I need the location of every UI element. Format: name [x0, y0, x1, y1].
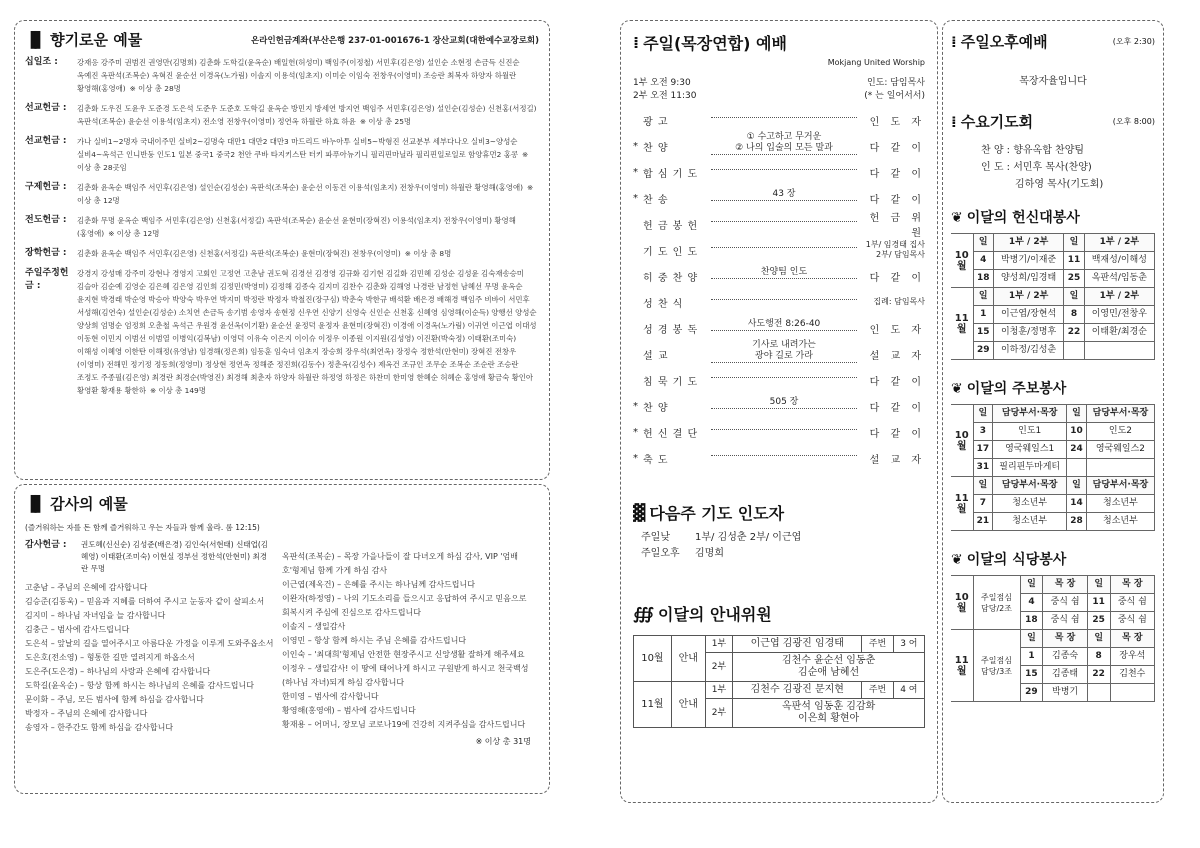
thanks-item: 김승준(김동욱) – 믿음과 지혜를 더하여 주시고 눈동자 같이 살피소서	[25, 597, 265, 606]
order-leader: 집례: 담임목사	[873, 297, 925, 306]
order-name: 광 고	[643, 116, 669, 128]
order-leader: 인 도 자	[869, 116, 925, 128]
name-cell: 박병기	[1043, 684, 1087, 702]
order-leader: 설 교 자	[869, 454, 925, 466]
order-detail	[711, 221, 857, 222]
order-detail	[711, 247, 857, 248]
header-cell: 일	[1064, 234, 1084, 252]
bulletin-title: ❦ 이달의 주보봉사	[951, 381, 1067, 397]
category-names	[77, 56, 539, 95]
category-label: 선교헌금 :	[25, 103, 67, 113]
wed-info: 찬 양 : 향유옥합 찬양팀 인 도 : 서민후 목사(찬양) 김하영 목사(기도회)	[981, 145, 1104, 190]
offering-category	[25, 56, 539, 95]
day-cell: 22	[1064, 324, 1084, 342]
header-cell: 목 장	[1110, 576, 1154, 594]
thanks-item: 황재용 – 어머니, 장모님 코로나19에 건강히 지켜주심을 감사드립니다	[282, 720, 526, 729]
pm-title: ⁞ 주일오후예배 (오후 2:30)	[951, 33, 1155, 51]
name-cell: 중식 쉼	[1043, 594, 1087, 612]
name-cell: 이태환/최경순	[1084, 324, 1154, 342]
order-name: 성 찬 식	[643, 298, 684, 310]
leaf-icon: ❦	[951, 552, 961, 568]
worship-order	[633, 107, 925, 471]
count: ※ 이상 총 28명	[129, 84, 181, 93]
category-label: 십일조 :	[25, 57, 58, 67]
thanks-subtitle: (즐거워하는 자를 돈 함께 즐거워하고 우는 자들과 함께 울라. 롬 12:15)	[25, 523, 260, 532]
header-cell: 1부 / 2부	[993, 234, 1063, 252]
month-cell: 11 월	[951, 477, 973, 531]
usher-month: 11월	[634, 682, 672, 728]
order-row	[633, 133, 925, 159]
category-label: 장학헌금 :	[25, 248, 67, 258]
order-row	[633, 341, 925, 367]
name-cell: 박병기/이재준	[993, 252, 1063, 270]
name-cell	[1110, 684, 1154, 702]
day-cell: 14	[1067, 495, 1087, 513]
day-cell: 4	[973, 252, 993, 270]
header-cell: 일	[1064, 288, 1084, 306]
name-cell: 장우석	[1110, 648, 1154, 666]
header-cell: 일	[1020, 630, 1043, 648]
usher-week-n: 3 어	[893, 636, 924, 653]
name-cell	[1086, 459, 1154, 477]
day-cell: 7	[973, 495, 993, 513]
thanks-panel	[14, 484, 550, 794]
order-name: 성 경 봉 독	[643, 324, 699, 336]
thanks-item: 김충근 – 범사에 감사드립니다	[25, 625, 130, 634]
name-cell: 백재성/이해성	[1084, 252, 1154, 270]
name-cell: 이청훈/정명후	[993, 324, 1063, 342]
day-cell: 15	[1020, 666, 1043, 684]
category-label: 구제헌금 :	[25, 182, 67, 192]
kitchen-table	[951, 575, 1155, 702]
header-cell: 일	[973, 234, 993, 252]
pm-text: 목장자율입니다	[1019, 76, 1087, 87]
day-cell: 31	[973, 459, 993, 477]
thanks-item: 이영민 – 항상 함께 하시는 주님 은혜를 감사드립니다	[282, 636, 467, 645]
order-row	[633, 159, 925, 185]
dots-icon: ⁞	[951, 33, 955, 51]
order-name: 축 도	[643, 454, 669, 466]
offering-panel	[14, 20, 550, 480]
thanks-item: 김지미 – 하나님 자녀임을 늘 감사합니다	[25, 611, 166, 620]
order-leader: 설 교 자	[869, 350, 925, 362]
category-names	[77, 102, 539, 128]
grid-icon: ▓	[633, 503, 644, 522]
duty-label: 주일점심 담당/3조	[973, 630, 1020, 702]
category-label: 주일주정헌금 :	[25, 268, 69, 291]
worship-times: 1부 오전 9:30 2부 오전 11:30 인도: 담임목사 (* 는 일어서서)	[633, 78, 925, 101]
category-names	[77, 247, 539, 260]
day-cell: 17	[973, 441, 993, 459]
category-label: 전도헌금 :	[25, 215, 67, 225]
order-detail	[711, 377, 857, 378]
count: ※ 이상 총 12명	[108, 229, 160, 238]
day-cell	[1087, 684, 1110, 702]
name-cell: 김종숙	[1043, 648, 1087, 666]
day-cell: 25	[1064, 270, 1084, 288]
name-cell: 김종태	[1043, 666, 1087, 684]
name-cell: 청소년부	[1086, 495, 1154, 513]
duty-label: 주일점심 담당/2조	[973, 576, 1020, 630]
header-cell: 일	[1067, 477, 1087, 495]
day-cell: 18	[973, 270, 993, 288]
header-cell: 일	[973, 405, 993, 423]
day-cell	[1064, 342, 1084, 360]
bar-icon: ▐▌	[25, 30, 45, 49]
day-cell: 1	[973, 306, 993, 324]
thanks-item: 도은주(도은경) – 하나님의 사랑과 은혜에 감사합니다	[25, 667, 211, 676]
names: 김춘화 윤옥순 백임주 서민후(김은영) 신천홍(서정길) 옥판석(조복순) 윤현미(장혁진) 전창우(이영미)	[77, 249, 401, 258]
thanks-left	[25, 518, 282, 747]
header-cell: 목 장	[1043, 630, 1087, 648]
day-cell: 25	[1087, 612, 1110, 630]
service-panel	[942, 20, 1164, 803]
stand-mark: *	[633, 192, 638, 204]
header-cell: 담당부서·목장	[1086, 477, 1154, 495]
stand-mark: *	[633, 140, 638, 152]
day-cell: 24	[1067, 441, 1087, 459]
thanks-item: 박정자 – 주님의 은혜에 감사합니다	[25, 709, 148, 718]
order-leader: 헌 금 위 원	[869, 213, 925, 239]
order-name: 침 묵 기 도	[643, 376, 699, 388]
usher-week: 주번	[862, 636, 893, 653]
day-cell: 21	[973, 513, 993, 531]
dedication-table	[951, 233, 1155, 360]
worship-english: Mokjang United Worship	[827, 58, 925, 67]
stand-mark: *	[633, 400, 638, 412]
offering-categories	[25, 56, 539, 397]
names: 김춘화 도우진 도윤우 도준경 도은석 도준우 도준호 도학길 윤옥순 방민지 방세연 방지연 백임주 서민후(김은영) 설인순(김성순) 신천홍(서정길) 옥판석(조복순) 윤순선 이용석(임초지) 전소영 전창우(이영미) 정연옥 하월란 하효 하윤	[77, 104, 537, 126]
leaf-icon: ❦	[951, 210, 961, 226]
day-cell: 3	[973, 423, 993, 441]
leaf-icon: ❦	[951, 381, 961, 397]
thanks-item: 송영자 – 한주간도 함께 하심을 감사합니다	[25, 723, 174, 732]
order-leader: 다 같 이	[869, 428, 925, 440]
day-cell: 18	[1020, 612, 1043, 630]
order-row	[633, 393, 925, 419]
order-row	[633, 263, 925, 289]
thanks-lead: 감사헌금 : 권도혜(신신순) 김성준(배은경) 김인숙(서현태) 신태업(김혜영) 이태환(조미숙) 이현실 정부선 정한석(안현미) 최경란 무명	[25, 540, 269, 573]
order-leader: 다 같 이	[869, 142, 925, 154]
offering-category	[25, 135, 539, 174]
order-leader: 1부/ 임경태 집사 2부/ 담임목사	[865, 240, 925, 259]
thanks-count: ※ 이상 총 31명	[475, 737, 531, 746]
day-cell: 4	[1020, 594, 1043, 612]
name-cell: 영국웨일스2	[1086, 441, 1154, 459]
thanks-item: 도학길(윤옥순) – 항상 함께 하시는 하나님의 은혜를 감사드립니다	[25, 681, 254, 690]
usher-part: 1부	[705, 636, 733, 653]
next-prayer-section: ▓ 다음주 기도 인도자 주일낮 1부/ 김성춘 2부/ 이근엽 주일오후 김명희	[633, 503, 802, 559]
day-cell	[1067, 459, 1087, 477]
header-cell: 담당부서·목장	[993, 405, 1067, 423]
usher-role: 안내	[671, 682, 705, 728]
header-cell: 일	[973, 477, 993, 495]
name-cell: 청소년부	[993, 513, 1067, 531]
day-cell: 15	[973, 324, 993, 342]
stand-mark: *	[633, 426, 638, 438]
name-cell: 이하정/김성춘	[993, 342, 1063, 360]
order-detail	[711, 299, 857, 300]
offering-category	[25, 267, 539, 397]
order-leader: 다 같 이	[869, 376, 925, 388]
offering-title: ▐▌ 향기로운 예물	[25, 30, 143, 49]
count: ※ 이상 총 28곳임	[77, 150, 529, 172]
kitchen-title: ❦ 이달의 식당봉사	[951, 552, 1067, 568]
order-name: 찬 양	[643, 142, 669, 154]
name-cell: 인도1	[993, 423, 1067, 441]
offering-category	[25, 181, 539, 207]
usher-names: 옥판석 임동훈 김감화 이은희 황현아	[733, 699, 925, 728]
order-detail: 43 장	[711, 189, 857, 201]
category-names	[77, 135, 539, 174]
thanks-item: 한미영 – 범사에 감사합니다	[282, 692, 379, 701]
order-row	[633, 107, 925, 133]
name-cell: 청소년부	[993, 495, 1067, 513]
header-cell: 목 장	[1110, 630, 1154, 648]
order-name: 합 심 기 도	[643, 168, 699, 180]
order-row	[633, 185, 925, 211]
worship-title: ⁞ 주일(목장연합) 예배	[633, 33, 787, 53]
header-cell: 담당부서·목장	[1086, 405, 1154, 423]
name-cell: 인도2	[1086, 423, 1154, 441]
bar-icon: ▐▌	[25, 494, 45, 513]
order-name: 헌 금 봉 헌	[643, 220, 699, 232]
name-cell	[1084, 342, 1154, 360]
day-cell: 8	[1064, 306, 1084, 324]
name-cell: 필리핀두마게티	[993, 459, 1067, 477]
day-cell: 11	[1064, 252, 1084, 270]
stand-mark: *	[633, 166, 638, 178]
header-cell: 일	[1087, 576, 1110, 594]
order-name: 히 중 찬 양	[643, 272, 699, 284]
day-cell: 11	[1087, 594, 1110, 612]
day-cell: 22	[1087, 666, 1110, 684]
order-row	[633, 211, 925, 237]
header-cell: 1부 / 2부	[1084, 288, 1154, 306]
order-leader: 다 같 이	[869, 194, 925, 206]
usher-names: 김천수 윤순선 임동춘 김순애 남혜선	[733, 653, 925, 682]
stand-mark: *	[633, 452, 638, 464]
month-cell: 10 월	[951, 234, 973, 288]
order-row	[633, 419, 925, 445]
usher-table	[633, 635, 925, 728]
day-cell: 1	[1020, 648, 1043, 666]
count: ※ 이상 총 12명	[77, 183, 534, 205]
order-detail	[711, 429, 857, 430]
order-row	[633, 445, 925, 471]
order-leader: 다 같 이	[869, 272, 925, 284]
header-cell: 담당부서·목장	[993, 477, 1067, 495]
usher-week-n: 4 여	[893, 682, 924, 699]
thanks-right	[282, 518, 539, 747]
month-cell: 11 월	[951, 288, 973, 360]
offering-category	[25, 247, 539, 260]
thanks-item: 옥판석(조복순) – 목장 가을나들이 잘 다녀오게 하심 감사, VIP '엄배호'형제님 함께 가게 하심 감사	[282, 552, 518, 575]
worship-panel	[620, 20, 938, 803]
order-detail	[711, 455, 857, 456]
order-name: 기 도 인 도	[643, 246, 699, 258]
thanks-item: 도은호(전소영) – 형통한 길만 열려지게 하옵소서	[25, 653, 195, 662]
usher-part: 1부	[705, 682, 733, 699]
name-cell: 중식 쉼	[1110, 612, 1154, 630]
header-cell: 일	[973, 288, 993, 306]
day-cell: 29	[973, 342, 993, 360]
month-cell: 10 월	[951, 405, 973, 477]
usher-names: 이근엽 김광진 임경태	[733, 636, 862, 653]
name-cell: 청소년부	[1086, 513, 1154, 531]
name-cell: 중식 쉼	[1110, 594, 1154, 612]
thanks-item: 이정우 – 생일감사! 이 땅에 태어나게 하시고 구원받게 하시고 천국백성(하나님 자녀)되게 하심 감사합니다	[282, 664, 529, 687]
name-cell: 옥판석/임동춘	[1084, 270, 1154, 288]
order-detail	[711, 117, 857, 118]
usher-section: ∰ 이달의 안내위원 10월 안내 1부 이근엽 김광진 임경태 주번 3 어 2부 김천수 윤순선 임동춘 김순애 남혜선 11월 안내 1부 김천수 김광진 문지현 주번 4 여 2부 옥판석 임동훈 김감화 이은희 황현아	[633, 602, 925, 728]
header-cell: 목 장	[1043, 576, 1087, 594]
names: 가나 실비1~2명자 국내이주민 실비2~김명숙 대만1 대만2 대만3 마드리드 바누아투 실비5~박형진 선교분부 세부다나오 실비3~양성순 실비4~옥석근 인니반둥 인도1 일본 중국1 중국2 천안 쿠바 타지키스탄 터키 파푸아뉴기니 필리핀마닐라 필리핀일로일로 함양휴먼2 홍콩	[77, 137, 518, 159]
order-row	[633, 367, 925, 393]
order-name: 헌 신 결 단	[643, 428, 699, 440]
usher-names: 김천수 김광진 문지현	[733, 682, 862, 699]
order-name: 찬 양	[643, 402, 669, 414]
order-detail: 사도행전 8:26-40	[711, 319, 857, 331]
name-cell: 김천수	[1110, 666, 1154, 684]
dots-icon: ⁞	[633, 33, 638, 52]
day-cell: 29	[1020, 684, 1043, 702]
month-cell: 10 월	[951, 576, 973, 630]
order-row	[633, 237, 925, 263]
name-cell: 이영민/전창우	[1084, 306, 1154, 324]
dedication-title: ❦ 이달의 헌신대봉사	[951, 210, 1080, 226]
dots-icon: ⁞	[951, 113, 955, 131]
category-names	[77, 214, 539, 240]
bulletin-table	[951, 404, 1155, 531]
header-cell: 일	[1067, 405, 1087, 423]
thanks-item: 문이화 – 주님, 모든 범사에 함께 하심을 감사합니다	[25, 695, 204, 704]
usher-part: 2부	[705, 653, 733, 682]
name-cell: 양성희/임경태	[993, 270, 1063, 288]
usher-role: 안내	[671, 636, 705, 682]
thanks-item: 이근엽(제옥건) – 은혜를 주시는 하나님께 감사드립니다	[282, 580, 475, 589]
name-cell: 영국웨일스1	[993, 441, 1067, 459]
thanks-item: 이인숙 – '최대희'형제님 안전한 현장주시고 신앙생활 잘하게 해주세요	[282, 650, 525, 659]
thanks-item: 도은석 – 앞날의 길을 열어주시고 아름다운 가정을 이루게 도와주옵소서	[25, 639, 274, 648]
thanks-item: 황영해(홍영애) – 범사에 감사드립니다	[282, 706, 416, 715]
thanks-title: ▐▌ 감사의 예물	[25, 494, 128, 513]
category-label: 선교헌금 :	[25, 136, 67, 146]
order-row	[633, 289, 925, 315]
order-leader: 다 같 이	[869, 402, 925, 414]
usher-part: 2부	[705, 699, 733, 728]
order-name: 설 교	[643, 350, 669, 362]
count: ※ 이상 총 25명	[359, 117, 412, 126]
names: 강경지 강성매 강주미 강현나 경영지 고회인 고정연 고춘남 권도혁 김경선 김경영 김규화 김기현 김길화 김민혜 김성순 김성윤 김숙재송승미 김슬아 김순예 김영순 김은혜 김은영 김인희 김정민(박영미) 김정해 김종숙 김지미 김찬수 김춘화 김해영 나경란 남정헌 남혜선 무명 윤옥순 윤지현 박경래 박순영 박승아 박양숙 박우연 박지미 박정란 박정자 박철진(장구심) 박춘숙 박한규 배석환 배은경 배해경 백임주 비바이 서민후 서성해(김연숙) 설인순(김성순) 소치연 손금득 송기범 송영자 송현정 신우연 신양기 신영숙 신인순 신천홍 신혜영 심영해(이순득) 양행선 양성순 양상희 엄명순 엄정희 오춘철 옥석근 우원경 윤선옥(이기환) 윤순선 윤정덕 윤정자 윤현미(장혁진) 이경애 이경옥(노가림) 이귀연 이근엽 이대성 이동현 이민지 이범선 이범열 이병익(김복남) 이영덕 이유숙 이은지 이이슈 이정우 이종원 이지원(김성영) 이진환(박숙정) 이태환(조미숙) 이해성 이혜영 이한탄 이해정(유영남) 임경해(정은희) 임동훈 임숙녀 임초지 장승희 장우석(최연옥) 장정숙 정한석(안현미) 장혁진 전창우(이영미) 전해민 정기정 정동희(정영미) 정상현 정연옥 정해준 정진희(김동수) 정춘옥(김성수) 제옥건 조규인 조무순 조복순 조순란 조승란 조정도 주종필(김은영) 최경란 최경순(박영진) 최경해 최춘자 하양자 하월란 하정영 하정은 하찬미 한미영 한혜순 허혜순 홍영애 황금숙 황인아 황영환 황재용 황한하	[77, 269, 537, 395]
header-cell: 1부 / 2부	[1084, 234, 1154, 252]
thanks-item: 이솔지 – 생일감사	[282, 622, 346, 631]
wed-title: ⁞ 수요기도회 (오후 8:00)	[951, 113, 1155, 131]
count: ※ 이상 총 149명	[149, 386, 206, 395]
header-cell: 1부 / 2부	[993, 288, 1063, 306]
category-names	[77, 181, 539, 207]
header-cell: 일	[1020, 576, 1043, 594]
names: 김춘화 윤옥순 백임주 서민후(김은영) 설인순(김성순) 옥판석(조복순) 윤순선 이동건 이용석(임초지) 전창우(이영미) 하월란 황영해(홍영애)	[77, 183, 523, 192]
order-name: 찬 송	[643, 194, 669, 206]
order-detail: 기사로 내려가는 광야 길로 가라	[711, 340, 857, 363]
day-cell: 10	[1067, 423, 1087, 441]
category-names	[77, 267, 539, 397]
order-leader: 다 같 이	[869, 168, 925, 180]
day-cell: 8	[1087, 648, 1110, 666]
header-cell: 일	[1087, 630, 1110, 648]
order-leader: 인 도 자	[869, 324, 925, 336]
offering-category	[25, 102, 539, 128]
order-detail: ① 수고하고 무거운 ② 나의 입술의 모든 말과	[711, 132, 857, 155]
day-cell: 28	[1067, 513, 1087, 531]
thanks-item: 이완자(하정영) – 나의 기도소리를 들으시고 응답하여 주시고 믿음으로 회복시켜 주심에 진심으로 감사드립니다	[282, 594, 527, 617]
order-detail: 찬양팀 인도	[711, 267, 857, 279]
order-detail: 505 장	[711, 397, 857, 409]
usher-month: 10월	[634, 636, 672, 682]
thanks-item: 고춘남 – 주님의 은혜에 감사합니다	[25, 583, 148, 592]
usher-week: 주번	[862, 682, 893, 699]
account-info: 온라인헌금계좌(부산은행 237-01-001676-1 장산교회(대한예수교장로회)	[251, 35, 539, 46]
names: 김춘화 무명 윤옥순 백임주 서민후(김은영) 신천홍(서정길) 옥판석(조복순) 윤순선 윤현미(장혁진) 이용석(임초지) 전창우(이영미) 황영해(홍영애)	[77, 216, 516, 238]
month-cell: 11 월	[951, 630, 973, 702]
order-detail	[711, 169, 857, 170]
offering-category	[25, 214, 539, 240]
name-cell: 이근엽/장현석	[993, 306, 1063, 324]
hash-icon: ∰	[633, 604, 652, 623]
name-cell: 중식 쉼	[1043, 612, 1087, 630]
names: 강재응 강주미 권범진 권영만(김명희) 김춘화 도학길(윤옥순) 배일헌(허성미) 백임주(이정철) 서민후(김은영) 설인순 소현정 손금득 신진순 옥예진 옥판석(조복순) 옥혁진 윤순선 이경옥(노가림) 이솔지 이용석(임초지) 이미순 이임숙 전창우(이영미) 조승란 최복자 하양자 하월란 황영해(홍영애)	[77, 58, 520, 93]
order-row	[633, 315, 925, 341]
count: ※ 이상 총 8명	[404, 249, 452, 258]
